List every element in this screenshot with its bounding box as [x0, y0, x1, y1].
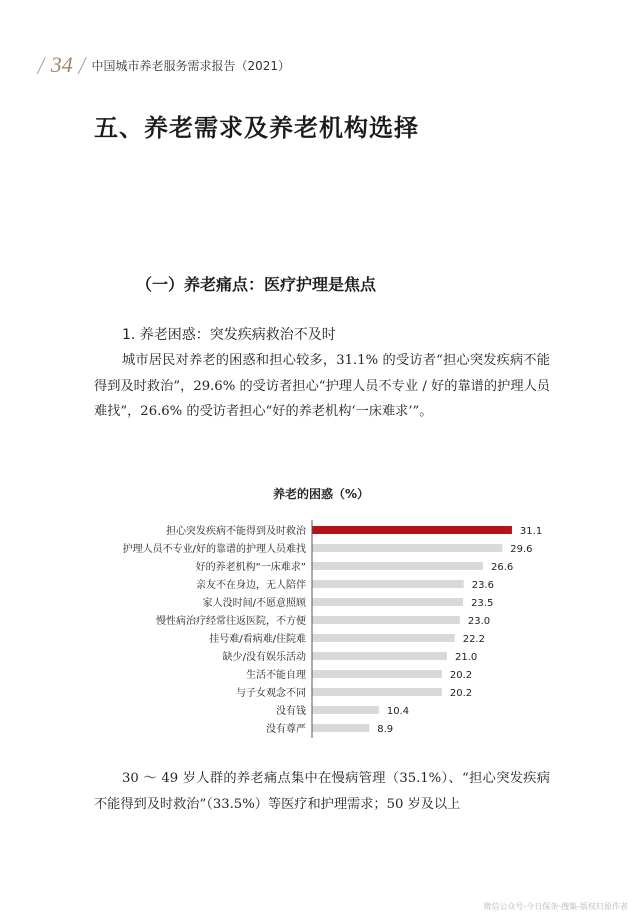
bar: [312, 706, 379, 714]
section-title: 五、养老需求及养老机构选择: [94, 114, 419, 142]
paragraph-2: 30 ～ 49 岁人群的养老痛点集中在慢病管理（35.1%）、“担心突发疾病不能得到及时救治”（33.5%）等医疗和护理需求；50 岁及以上: [94, 771, 550, 812]
category-label: 缺少/没有娱乐活动: [222, 652, 306, 663]
category-label: 与子女观念不同: [236, 688, 306, 699]
category-label: 生活不能自理: [246, 670, 306, 681]
category-label: 没有尊严: [266, 724, 306, 735]
chart-title: 养老的困惑（%）: [272, 487, 370, 501]
category-label: 家人没时间/不愿意照顾: [202, 598, 306, 609]
sub-title: （一）养老痛点：医疗护理是焦点: [136, 275, 377, 294]
value-label: 20.2: [449, 688, 473, 699]
footer-watermark: 微信公众号-今日保条-搜集-版权归原作者: [483, 902, 628, 911]
category-label: 挂号难/看病难/住院难: [209, 634, 306, 645]
bar: [312, 544, 502, 552]
page-number: 34: [50, 52, 73, 77]
value-label: 21.0: [455, 652, 478, 663]
bar: [312, 580, 464, 588]
value-label: 23.0: [467, 616, 491, 627]
value-label: 29.6: [510, 544, 533, 555]
point-title: 1. 养老困惑：突发疾病救治不及时: [122, 327, 336, 343]
bar: [312, 688, 442, 696]
bar-chart: [0, 518, 642, 748]
report-title: 中国城市养老服务需求报告（2021）: [91, 58, 291, 73]
value-label: 8.9: [377, 724, 394, 735]
category-label: 护理人员不专业/好的靠谱的护理人员难找: [122, 544, 306, 555]
value-label: 10.4: [386, 706, 410, 717]
value-label: 31.1: [519, 526, 543, 537]
category-label: 担心突发疾病不能得到及时救治: [166, 526, 306, 537]
bar: [312, 598, 463, 606]
bar: [312, 616, 460, 624]
value-label: 20.2: [449, 670, 473, 681]
category-label: 亲友不在身边，无人陪伴: [196, 580, 306, 591]
value-label: 23.5: [471, 598, 494, 609]
header-slash-right: /: [76, 53, 88, 77]
bar: [312, 724, 369, 732]
page-header: [35, 50, 291, 80]
bar: [312, 634, 455, 642]
bar: [312, 670, 442, 678]
bar: [312, 562, 483, 570]
header-slash-left: /: [35, 53, 47, 77]
category-label: 慢性病治疗经常往返医院，不方便: [156, 616, 306, 627]
value-label: 26.6: [491, 562, 514, 573]
paragraph-1: 城市居民对养老的困惑和担心较多，31.1% 的受访者“担心突发疾病不能得到及时救治”，29.6% 的受访者担心“护理人员不专业 / 好的靠谱的护理人员难找”，26.6% 的受访者担心“好的养老机构‘一床难求’”。: [94, 353, 550, 419]
category-label: 好的养老机构“一床难求”: [195, 562, 306, 573]
value-label: 23.6: [471, 580, 494, 591]
value-label: 22.2: [462, 634, 485, 645]
category-label: 没有钱: [276, 706, 306, 717]
bar: [312, 526, 512, 534]
bar: [312, 652, 447, 660]
